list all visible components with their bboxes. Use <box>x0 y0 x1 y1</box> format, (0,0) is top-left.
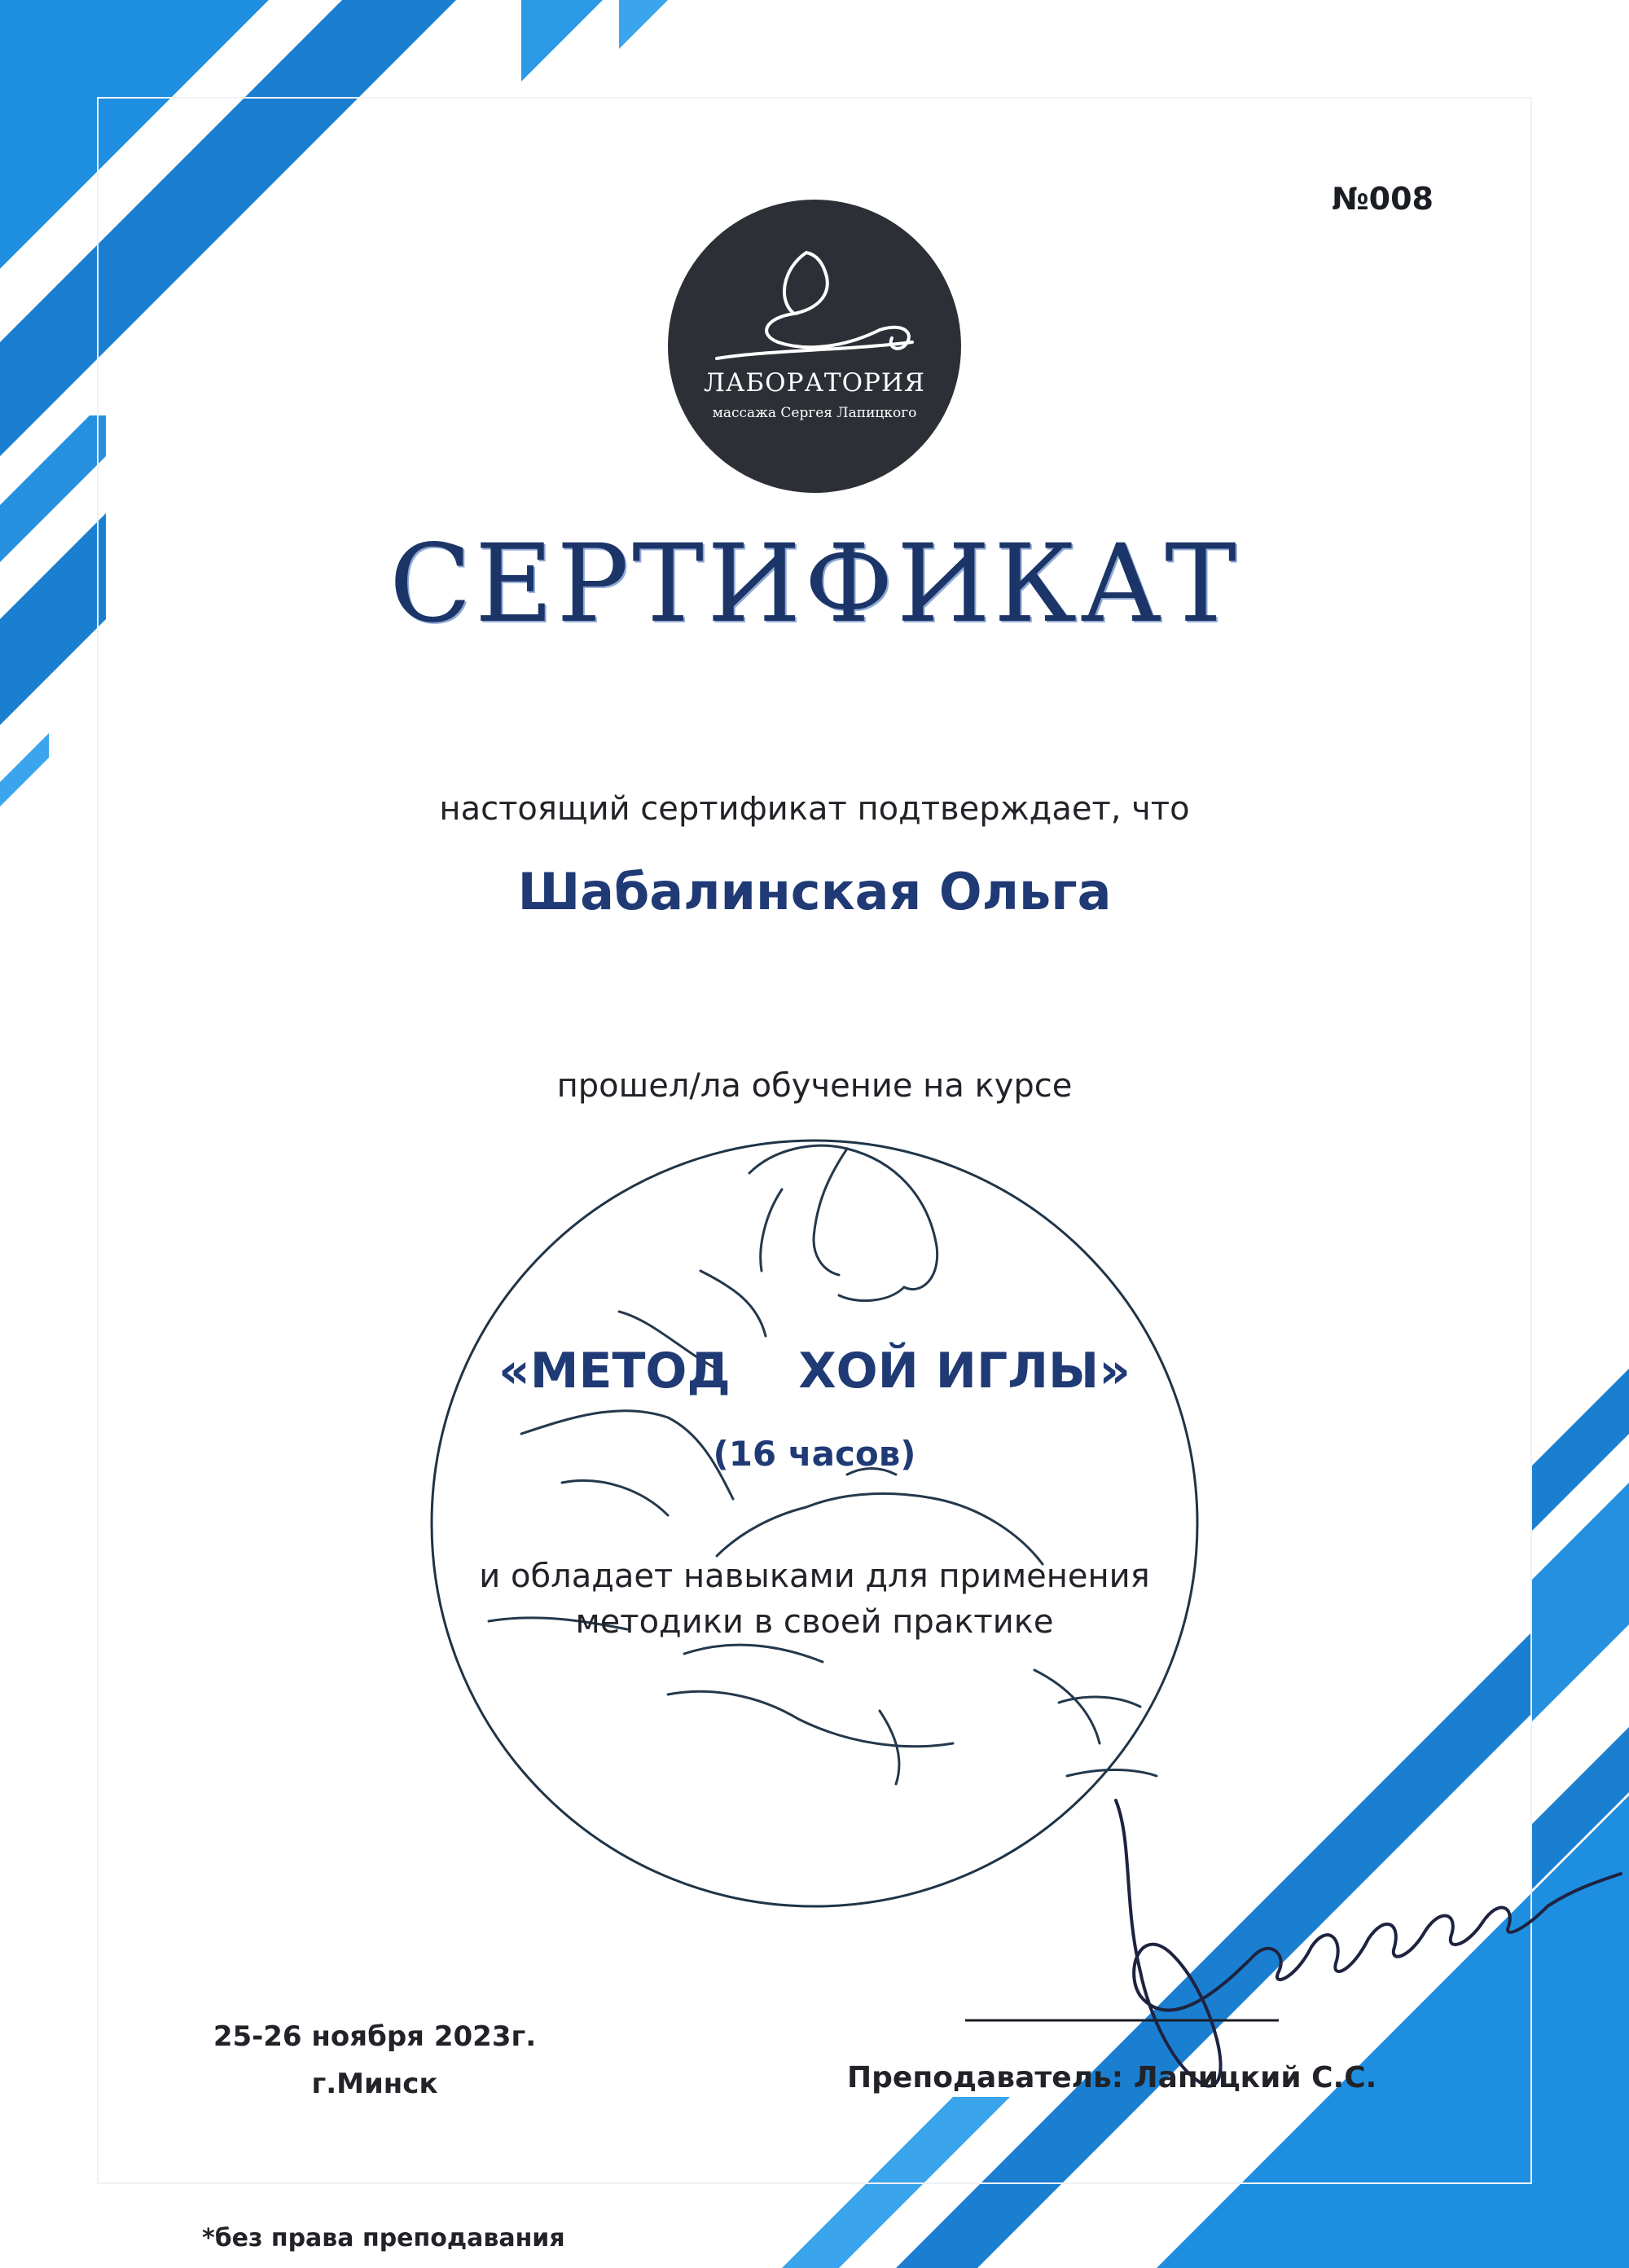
intro-text: настоящий сертификат подтверждает, что <box>439 790 1190 828</box>
course-date: 25-26 ноября 2023г. <box>213 2020 537 2053</box>
certificate-title: СЕРТИФИКАТ <box>389 521 1240 647</box>
illustration-circle <box>432 1141 1197 1906</box>
skills-text-line-1: и обладает навыками для применения <box>479 1558 1150 1595</box>
logo-subtitle: массажа Сергея Лапицкого <box>712 405 917 421</box>
footnote: *без права преподавания <box>202 2224 565 2253</box>
course-hours: (16 часов) <box>713 1434 916 1474</box>
course-intro-text: прошел/ла обучение на курсе <box>556 1067 1073 1105</box>
skills-text-line-2: методики в своей практике <box>575 1603 1054 1641</box>
course-city: г.Минск <box>311 2068 438 2100</box>
top-left-stripe-4 <box>521 0 603 81</box>
teacher-signature-label: Преподаватель: Лапицкий С.С. <box>847 2061 1377 2094</box>
certificate-number: №008 <box>1331 181 1434 217</box>
top-left-stripe-5 <box>619 0 668 49</box>
recipient-name: Шабалинская Ольга <box>517 862 1112 921</box>
logo-name: ЛАБОРАТОРИЯ <box>704 368 925 398</box>
course-name: «МЕТОД ХОЙ ИГЛЫ» <box>498 1343 1131 1400</box>
